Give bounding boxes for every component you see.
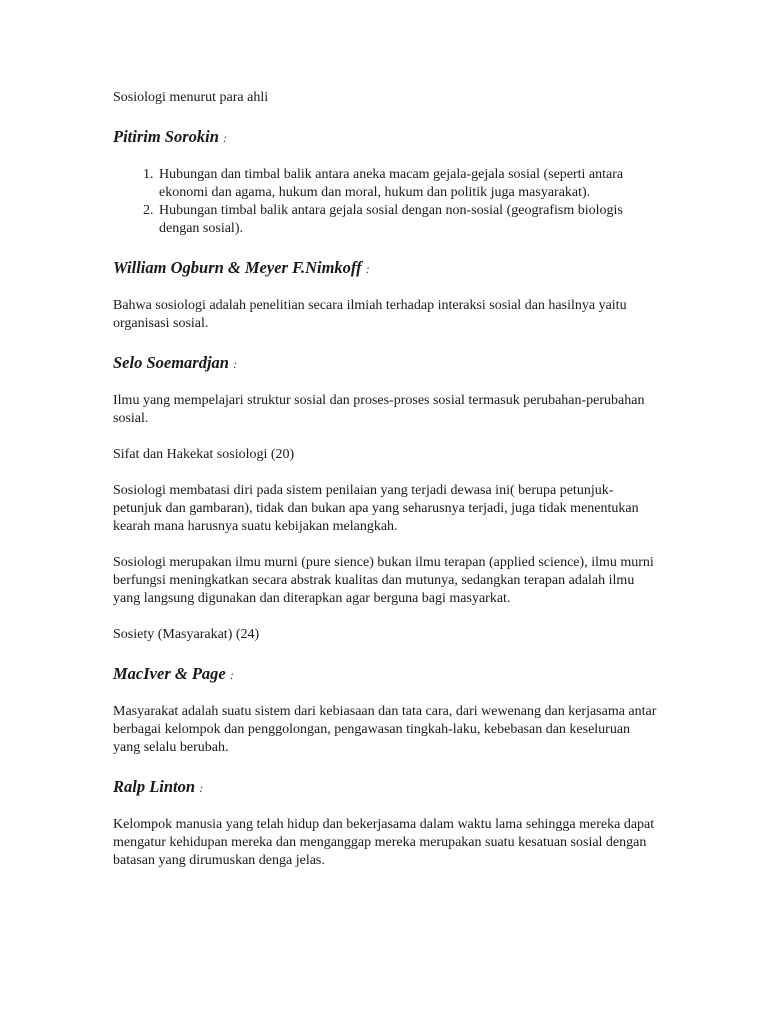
sifat-paragraph-2: Sosiologi merupakan ilmu murni (pure sience) bukan ilmu terapan (applied science), ilmu murni berfungsi meningkatkan secara abstrak kualitas dan mutunya, sedangkan terapan adalah ilmu yang langsung digunakan dan diterapkan agar berguna bagi masyarkat. — [113, 555, 654, 606]
list-item: 2. Hubungan timbal balik antara gejala sosial dengan non-sosial (geografism biologis dengan sosial). — [157, 202, 658, 238]
heading-sorokin — [113, 127, 658, 148]
maciver-definition: Masyarakat adalah suatu sistem dari kebiasaan dan tata cara, dari wewenang dan kerjasama antar berbagai kelompok dan penggolongan, pengawasan tingkah-laku, kebebasan dan keseluruan yang selalu berubah. — [113, 704, 657, 755]
heading-selo — [113, 353, 658, 374]
heading-maciver — [113, 664, 658, 685]
intro-line: Sosiologi menurut para ahli — [113, 90, 269, 105]
heading-ogburn-colon: : — [365, 262, 370, 276]
heading-sorokin-colon: : — [223, 131, 228, 145]
heading-maciver-colon: : — [229, 668, 234, 682]
document-page — [113, 89, 658, 870]
sifat-paragraph-1: Sosiologi membatasi diri pada sistem penilaian yang terjadi dewasa ini( berupa petunjuk-petunjuk dan gambaran), tidak dan bukan apa yang seharusnya terjadi, juga tidak menentukan kearah mana harusnya suatu kebijakan melangkah. — [113, 483, 639, 534]
heading-sorokin-name: Pitirim Sorokin — [113, 127, 219, 146]
list-item: 1. Hubungan dan timbal balik antara aneka macam gejala-gejala sosial (seperti antara ekonomi dan agama, hukum dan moral, hukum dan politik juga masyarakat). — [157, 166, 658, 202]
sifat-heading: Sifat dan Hakekat sosiologi (20) — [113, 447, 295, 462]
heading-linton-colon: : — [199, 781, 204, 795]
society-heading: Sosiety (Masyarakat) (24) — [113, 627, 260, 642]
heading-selo-colon: : — [233, 357, 238, 371]
sorokin-list — [113, 166, 658, 238]
heading-selo-name: Selo Soemardjan — [113, 353, 229, 372]
heading-ogburn — [113, 258, 658, 279]
linton-definition: Kelompok manusia yang telah hidup dan bekerjasama dalam waktu lama sehingga mereka dapat mengatur kehidupan mereka dan menganggap mereka merupakan suatu kesatuan sosial dengan batasan yang dirumuskan denga jelas. — [113, 817, 655, 868]
heading-linton — [113, 777, 658, 798]
heading-linton-name: Ralp Linton — [113, 777, 196, 796]
ogburn-definition: Bahwa sosiologi adalah penelitian secara ilmiah terhadap interaksi sosial dan hasilnya yaitu organisasi sosial. — [113, 298, 627, 331]
heading-ogburn-name: William Ogburn & Meyer F.Nimkoff — [113, 258, 362, 277]
selo-definition: Ilmu yang mempelajari struktur sosial dan proses-proses sosial termasuk perubahan-perubahan sosial. — [113, 393, 645, 426]
heading-maciver-name: MacIver & Page — [113, 664, 226, 683]
